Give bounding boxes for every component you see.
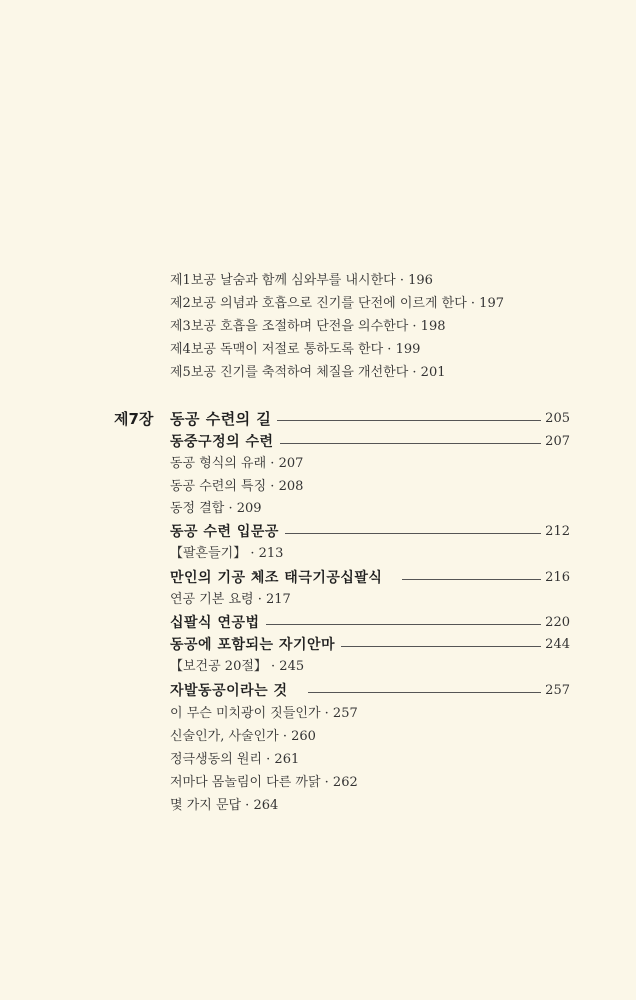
toc-entry: 정극생동의 원리 · 261 xyxy=(170,752,300,767)
section-heading xyxy=(170,521,570,543)
toc-entry: 이 무슨 미치광이 짓들인가 · 257 xyxy=(170,706,358,721)
toc-entry: 제3보공 호흡을 조절하며 단전을 의수한다 · 198 xyxy=(170,319,446,334)
toc-entry: 연공 기본 요령 · 217 xyxy=(170,592,291,607)
toc-entry: 동공 형식의 유래 · 207 xyxy=(170,456,304,471)
chapter-title: 동공 수련의 길 xyxy=(170,410,272,428)
dot-leader xyxy=(285,533,541,534)
chapter-page: 205 xyxy=(545,411,570,426)
dot-leader xyxy=(280,443,542,444)
section-page: 216 xyxy=(545,570,570,585)
dot-leader xyxy=(402,579,541,580)
section-page: 257 xyxy=(545,683,570,698)
toc-entry: 저마다 몸놀림이 다른 까닭 · 262 xyxy=(170,775,358,790)
section-heading xyxy=(170,431,570,453)
dot-leader xyxy=(266,624,542,625)
section-heading xyxy=(170,612,570,634)
toc-entry: 제1보공 날숨과 함께 심와부를 내시한다 · 196 xyxy=(170,273,433,288)
section-title: 만인의 기공 체조 태극기공십팔식 xyxy=(170,570,383,586)
toc-entry: 동공 수련의 특징 · 208 xyxy=(170,479,304,494)
section-title: 동공에 포함되는 자기안마 xyxy=(170,637,336,653)
chapter-heading xyxy=(170,408,570,430)
section-page: 212 xyxy=(545,524,570,539)
section-heading xyxy=(170,567,570,589)
toc-entry: 제4보공 독맥이 저절로 통하도록 한다 · 199 xyxy=(170,342,421,357)
toc-entry: 【팔흔들기】 · 213 xyxy=(170,546,284,561)
dot-leader xyxy=(277,420,541,421)
dot-leader xyxy=(308,692,542,693)
section-page: 220 xyxy=(545,615,570,630)
toc-entry: 【보건공 20절】 · 245 xyxy=(170,659,305,674)
section-title: 자발동공이라는 것 xyxy=(170,683,288,699)
toc-entry: 신술인가, 사술인가 · 260 xyxy=(170,729,316,744)
chapter-label: 제7장 xyxy=(114,410,154,428)
section-page: 207 xyxy=(545,434,570,449)
section-heading xyxy=(170,634,570,656)
section-heading xyxy=(170,680,570,702)
section-page: 244 xyxy=(545,637,570,652)
dot-leader xyxy=(341,646,541,647)
section-title: 십팔식 연공법 xyxy=(170,615,260,631)
toc-entry: 제5보공 진기를 축적하여 체질을 개선한다 · 201 xyxy=(170,365,446,380)
toc-entry: 동정 결합 · 209 xyxy=(170,501,262,516)
toc-entry: 제2보공 의념과 호흡으로 진기를 단전에 이르게 한다 · 197 xyxy=(170,296,504,311)
section-title: 동중구정의 수련 xyxy=(170,434,274,450)
toc-entry: 몇 가지 문답 · 264 xyxy=(170,798,279,813)
section-title: 동공 수련 입문공 xyxy=(170,524,279,540)
